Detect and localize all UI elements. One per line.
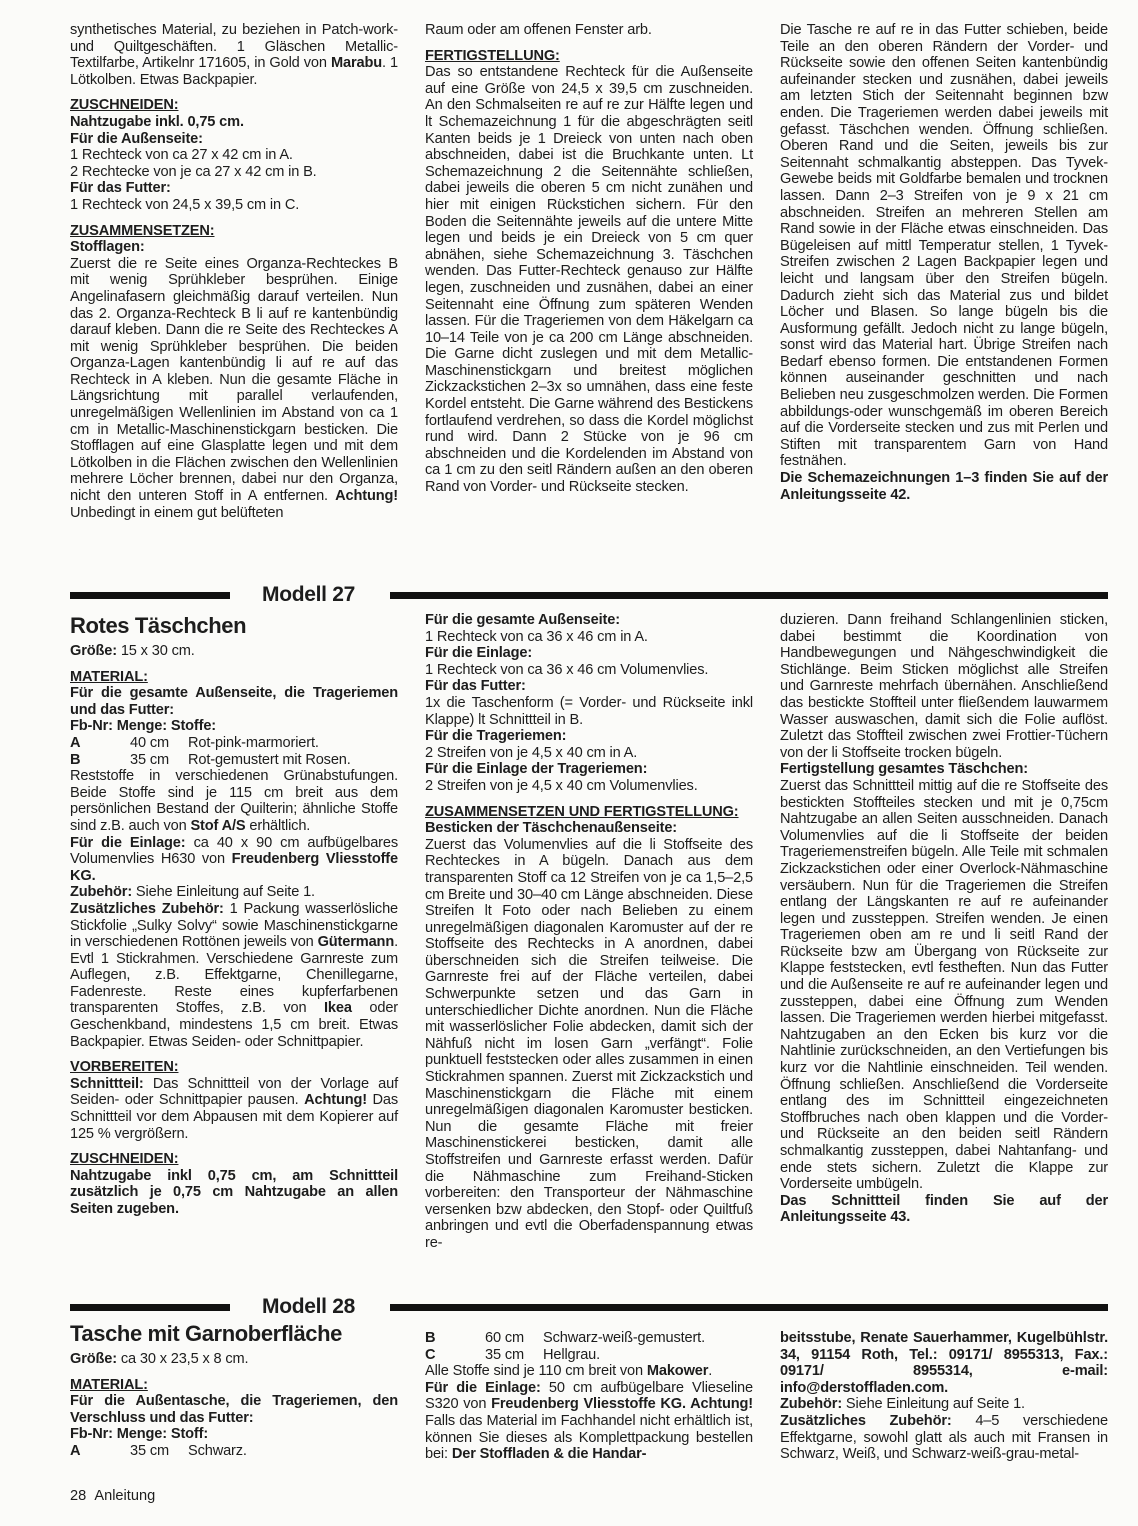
top-column-2: Raum oder am offenen Fenster arb. FERTIGSTELLUNG: Das so entstandene Rechteck für die Außenseite auf eine Größe von 24,5 x 39,5 cm zuschneiden. An den Schmalseiten re auf re zur Hälfte legen und lt Schemazeichnung 1 für die abgeschrägten seitl Kanten beids je 1 Dreieck von unten nach oben abschneiden, dabei ist die Bruchkante unten. Lt Schemazeichnung 2 die Seitennähte schließen, dabei jeweils die oberen 5 cm nicht zunähen und hier mit einigen Rückstichen sichern. Für den Boden die Seitennähte jeweils auf die untere Mitte legen und beids je ein Dreieck von 5 cm quer abnähen, siehe Schemazeichnung 3. Täschchen wenden. Das Futter-Rechteck genauso zur Hälfte legen, zuschneiden und zusnähen, dabei an einer Seitennaht eine Öffnung zum späteren Wenden lassen. Für die Trageriemen von dem Häkelgarn ca 10–14 Teile von je ca 200 cm Länge abschneiden. Die Garne dicht zuslegen und mit dem Metallic-Maschinenstickgarn und breitest möglichen Zickzackstichen 2–3x so umnähen, dass eine feste Kordel entsteht. Die Garne während des Bestickens fortlaufend verdrehen, so dass die Kordel möglichst rund wird. Dann 2 Stücke von je 96 cm abschneiden und die Kordelenden im Abstand von ca 1 cm zu den seitl Rändern außen an den oberen Rand von Vorder- und Rückseite stecken. — [425, 22, 753, 496]
model-28-column-1: Tasche mit Garnoberfläche Größe: ca 30 x 23,5 x 8 cm. MATERIAL: Für die Außentasche, die Trageriemen, den Verschluss und das Futter: Fb-Nr: Menge: Stoff: A 35 cm Schwarz. — [70, 1321, 398, 1459]
material-heading: MATERIAL: — [70, 668, 148, 685]
page-footer — [70, 1488, 155, 1504]
model-27-header — [70, 580, 1108, 610]
finish-continued-paragraph: Die Tasche re auf re in das Futter schieben, beide Teile an den oberen Rändern der Vorder- und Rückseite sowie den offenen Seiten kantenbündig aufeinander stecken und zusnähen, dabei jeweils am letzten Stich der Seitennaht beginnen bzw enden. Die Trageriemen werden dabei jeweils mit gefasst. Täschchen wenden. Öffnung schließen. Oberen Rand und die Seiten, jeweils bis zur Seitennaht schmalkantig absteppen. Das Tyvek-Gewebe beids mit Goldfarbe bemalen und trocknen lassen. Dann 2–3 Streifen von je 9 x 21 cm abschneiden. Streifen an mehreren Stellen am Rand sowie in der Fläche etwas einschneiden. Das Bügeleisen auf mittl Temperatur stellen, 1 Tyvek-Streifen zwischen 2 Lagen Backpapier legen und leicht und langsam über den Streifen bügeln. Dadurch zieht sich das Material zus und bildet Löcher und Blasen. So lange bügeln bis die Ausformung gefällt. Jedoch nicht zu lange bügeln, sonst wird das Material hart. Übrige Streifen nach Bedarf ebenso formen. Die entstandenen Formen können auseinander geschnitten und nach Belieben neu zusgeschmolzen werden. Die Formen abbildungs-oder wunschgemäß im oberen Bereich auf die Vorderseite stecken und zus mit Perlen und Stiften mit transparentem Garn von Hand festnähen. — [780, 22, 1108, 470]
model-27-column-1: Rotes Täschchen Größe: 15 x 30 cm. MATERIAL: Für die gesamte Außenseite, die Trageriemen und das Futter: Fb-Nr: Menge: Stoffe: A 40 cm Rot-pink-marmoriert. B 35 cm Rot-gemustert mit Rosen. Reststoffe in verschiedenen Grünabstufungen. Beide Stoffe sind je 115 cm breit aus dem persönlichen Bestand der Quilterin; ähnliche Stoffe sind z.B. auch von Stof A/S erhältlich. Für die Einlage: ca 40 x 90 cm aufbügelbares Volumenvlies H630 von Freudenberg Vliesstoffe KG. Zubehör: Siehe Einleitung auf Seite 1. Zusätzliches Zubehör: 1 Packung wasserlösliche Stickfolie „Sulky Solvy“ sowie Maschinenstickgarne in verschiedenen Rottönen jeweils von Gütermann. Evtl 1 Stickrahmen. Verschiedene Garnreste zum Auflegen, z.B. Effektgarne, Chenillegarne, Fadenreste. Reste eines kupferfarbenen transparenten Stoffes, z.B. von Ikea oder Geschenkband, mindestens 1,5 cm breit. Etwas Backpapier. Etwas Seiden- oder Schnittpapier. VORBEREITEN: Schnittteil: Das Schnittteil von der Vorlage auf Seiden- oder Schnittpapier pausen. Achtung! Das Schnittteil vor dem Abpausen mit dem Kopierer auf 125 % vergrößern. ZUSCHNEIDEN: Nahtzugabe inkl 0,75 cm, am Schnittteil zusätzlich je 0,75 cm Nahtzugabe an allen Seiten zugeben. — [70, 613, 399, 1217]
material-heading-28: MATERIAL: — [70, 1376, 148, 1393]
supplier-address: beitsstube, Renate Sauerhammer, Kugelbühlstr. 34, 91154 Roth, Tel.: 09171/ 8955313, Fax.: 09171/ 8955314, e-mail: info@derstoffladen.com. — [780, 1330, 1108, 1396]
model-28-label: Modell 28 — [262, 1295, 355, 1318]
fabric-row-a: A 40 cm Rot-pink-marmoriert. — [70, 734, 319, 751]
schema-reference: Die Schemazeichnungen 1–3 finden Sie auf der Anleitungsseite 42. — [780, 470, 1108, 503]
fabric-row-b: B 60 cm Schwarz-weiß-gemustert. — [425, 1330, 705, 1346]
fabric-row-a: A 35 cm Schwarz. — [70, 1442, 247, 1459]
divider-left — [70, 592, 230, 599]
finish-heading: FERTIGSTELLUNG: — [425, 47, 560, 64]
fabric-row-b: B 35 cm Rot-gemustert mit Rosen. — [70, 751, 351, 768]
model-27-column-3: duzieren. Dann freihand Schlangenlinien sticken, dabei bestimmt die Koordination von Handbewegungen und Nähgeschwindigkeit die Stichlänge. Beim Sticken möglichst alle Streifen und Garnreste mehrfach übernähen. Anschließend das bestickte Stoffteil unter fließendem lauwarmem Wasser auswaschen, damit sich die Folie auflöst. Zuletzt das Stoffteil zwischen zwei Frottier-Tüchern von der li Stoffseite trocken bügeln. Fertigstellung gesamtes Täschchen: Zuerst das Schnittteil mittig auf die re Stoffseite des bestickten Stoffteiles stecken und mit je 0,75cm Nahtzugabe an allen Seiten ausschneiden. Danach Volumenvlies auf die li Stoffseite der beiden Trageriemenstreifen bügeln. Alle Teile mit schmalen Zickzackstichen oder einer Overlock-Nähmaschine versäubern. Nun für die Trageriemen die Streifen entlang der Längskanten re auf re aufeinander legen und zussteppen. Streifen wenden. Je einen Trageriemen oben am re und li seitl Rand der Rückseite bzw am Übergang von Rückseite zur Klappe feststecken, evtl festheften. Nun das Futter und die Außenseite re auf re aufeinander legen und zussteppen, dabei eine Öffnung zum Wenden lassen. Die Trageriemen werden hierbei mitgefasst. Nahtzugaben an den Ecken bis kurz vor die Nahtlinie zurückschneiden, an den Vertiefungen bis kurz vor die Nahtlinie einschneiden. Teil wenden. Öffnung schließen. Anschließend die Vorderseite entlang des im Schnittteil eingezeichneten Stoffbruches nach oben klappen und die Vorder- und Rückseite an den beiden seitl Rändern schmalkantig zussteppen, dabei Nahtanfang- und ende stets sichern. Zuletzt die Klappe zur Vorderseite umbügeln. Das Schnittteil finden Sie auf der Anleitungsseite 43. — [780, 612, 1108, 1226]
cut-heading-27: ZUSCHNEIDEN: — [70, 1151, 179, 1168]
page-number: 28 — [70, 1488, 87, 1504]
model-27-label: Modell 27 — [262, 583, 355, 606]
cut-heading: ZUSCHNEIDEN: — [70, 97, 179, 114]
divider-right — [390, 592, 1108, 599]
divider-left — [70, 1304, 230, 1311]
fabric-row-c: C 35 cm Hellgrau. — [425, 1346, 601, 1363]
model-28-title: Tasche mit Garnoberfläche — [70, 1321, 343, 1346]
top-column-1: synthetisches Material, zu beziehen in Patch-work- und Quiltgeschäften. 1 Gläschen Metallic-Textilfarbe, Artikelnr 171605, in Gold von Marabu. 1 Lötkolben. Etwas Backpapier. ZUSCHNEIDEN: Nahtzugabe inkl. 0,75 cm. Für die Außenseite: 1 Rechteck von ca 27 x 42 cm in A. 2 Rechtecke von je ca 27 x 42 cm in B. Für das Futter: 1 Rechteck von 24,5 x 39,5 cm in C. ZUSAMMENSETZEN: Stofflagen: Zuerst die re Seite eines Organza-Rechteckes B mit wenig Sprühkleber besprühen. Einige Angelinafasern gleichmäßig darauf verteilen. Nun das 2. Organza-Rechteck B li auf re kantenbündig darauf kleben. Dann die re Seite des Rechteckes A mit wenig Sprühkleber besprühen. Die beiden Organza-Lagen kantenbündig li auf re auf das Rechteck in A kleben. Nun die gesamte Fläche in Längsrichtung mit parallel verlaufenden, unregelmäßigen Wellenlinien im Abstand von ca 1 cm in Metallic-Maschinenstickgarn besticken. Die Stofflagen auf eine Glasplatte legen und mit dem Lötkolben in die Flächen zwischen den Wellenlinien mehrere Löcher brennen, dabei nur den Organza, nicht den unteren Stoff in A entfernen. Achtung! Unbedingt in einem gut belüfteten — [70, 22, 399, 521]
model-28-header — [70, 1292, 1108, 1322]
assemble-finish-heading: ZUSAMMENSETZEN UND FERTIGSTELLUNG: — [425, 803, 739, 820]
model-27-title: Rotes Täschchen — [70, 613, 247, 638]
intro-paragraph: synthetisches Material, zu beziehen in Patch-work- und Quiltgeschäften. 1 Gläschen Metallic-Textilfarbe, Artikelnr 171605, in Gold von Marabu. 1 Lötkolben. Etwas Backpapier. — [70, 22, 398, 88]
pattern-reference: Das Schnittteil finden Sie auf der Anleitungsseite 43. — [780, 1192, 1108, 1226]
assemble-heading: ZUSAMMENSETZEN: — [70, 222, 215, 239]
model-27-column-2: Für die gesamte Außenseite: 1 Rechteck von ca 36 x 46 cm in A. Für die Einlage: 1 Rechteck von ca 36 x 46 cm Volumenvlies. Für das Futter: 1x die Taschenform (= Vorder- und Rückseite inkl Klappe) lt Schnittteil in B. Für die Trageriemen: 2 Streifen von je 4,5 x 40 cm in A. Für die Einlage der Trageriemen: 2 Streifen von je 4,5 x 40 cm Volumenvlies. ZUSAMMENSETZEN UND FERTIGSTELLUNG: Besticken der Täschchenaußenseite: Zuerst das Volumenvlies auf die li Stoffseite des Rechteckes in A bügeln. Danach aus dem transparenten Stoff ca 12 Streifen von je ca 1,5–2,5 cm Breite und 30–40 cm Länge abschneiden. Diese Streifen lt Foto oder nach Belieben zu einem unregelmäßigen diagonalen Karomuster auf der re Stoffseite des Rechtecks in A anordnen, dabei überschneiden sich die Streifen teilweise. Die Garnreste frei auf der Fläche verteilen, dabei Schwerpunkte setzen und das Garn in unterschiedlicher Dichte anordnen. Nun die Fläche mit wasserlöslicher Folie abdecken, damit sich der Nähfuß nicht im losen Garn „verfängt“. Folie punktuell feststecken oder alles zusammen in einen Stickrahmen spannen. Zuerst mit Zickzackstich und Maschinenstickgarn die Fläche mit einem unregelmäßigen diagonalen Karomuster besticken. Nun die gesamte Fläche mit freier Maschinenstickerei besticken, damit alle Stoffstreifen und Garnreste erfasst werden. Dafür die Nähmaschine zum Freihand-Sticken vorbereiten: den Transporteur der Nähmaschine versenken bzw abdecken, den Stopf- oder Quiltfuß anbringen und evtl die Oberfadenspannung etwas re- — [425, 612, 754, 1251]
embroidery-paragraph: Zuerst das Volumenvlies auf die li Stoffseite des Rechteckes in A bügeln. Danach aus dem transparenten Stoff ca 12 Streifen von je ca 1,5–2,5 cm Breite und 30–40 cm Länge abschneiden. Diese Streifen lt Foto oder nach Belieben zu einem unregelmäßigen diagonalen Karomuster auf der re Stoffseite des Rechtecks in A anordnen, dabei überschneiden sich die Streifen teilweise. Die Garnreste frei auf der Fläche verteilen, dabei Schwerpunkte setzen und das Garn in unterschiedlicher Dichte anordnen. Nun die Fläche mit wasserlöslicher Folie abdecken, damit sich der Nähfuß nicht im losen Garn „verfängt“. Folie punktuell feststecken oder alles zusammen in einen Stickrahmen spannen. Zuerst mit Zickzackstich und Maschinenstickgarn die Fläche mit einem unregelmäßigen diagonalen Karomuster besticken. Nun die gesamte Fläche mit freier Maschinenstickerei besticken, damit alle Stoffstreifen und Garnreste erfasst werden. Dafür die Nähmaschine zum Freihand-Sticken vorbereiten: den Transporteur der Nähmaschine versenken bzw abdecken, den Stopf- oder Quiltfuß anbringen und evtl die Oberfadenspannung etwas re- — [425, 836, 754, 1251]
divider-right — [390, 1304, 1108, 1311]
prepare-heading: VORBEREITEN: — [70, 1059, 179, 1076]
finish-paragraph: Das so entstandene Rechteck für die Außenseite auf eine Größe von 24,5 x 39,5 cm zuschneiden. An den Schmalseiten re auf re zur Hälfte legen und lt Schemazeichnung 1 für die abgeschrägten seitl Kanten beids je 1 Dreieck von unten nach oben abschneiden, dabei ist die Bruchkante unten. Lt Schemazeichnung 2 die Seitennähte schließen, dabei jeweils die oberen 5 cm nicht zunähen und hier mit einigen Rückstichen sichern. Für den Boden die Seitennähte jeweils auf die untere Mitte legen und beids je ein Dreieck von 5 cm quer abnähen, siehe Schemazeichnung 3. Täschchen wenden. Das Futter-Rechteck genauso zur Hälfte legen, zuschneiden und zusnähen, dabei an einer Seitennaht eine Öffnung zum späteren Wenden lassen. Für die Trageriemen von dem Häkelgarn ca 10–14 Teile von je ca 200 cm Länge abschneiden. Die Garne dicht zuslegen und mit dem Metallic-Maschinenstickgarn und breitest möglichen Zickzackstichen 2–3x so umnähen, dass eine feste Kordel entsteht. Die Garne während des Bestickens fortlaufend verdrehen, so dass die Kordel möglichst rund wird. Dann 2 Stücke von je 96 cm abschneiden und die Kordelenden im Abstand von ca 1 cm zu den seitl Rändern außen an den oberen Rand von Vorder- und Rückseite stecken. — [425, 64, 753, 496]
model-28-column-3: beitsstube, Renate Sauerhammer, Kugelbühlstr. 34, 91154 Roth, Tel.: 09171/ 8955313, Fax.: 09171/ 8955314, e-mail: info@derstoffladen.com. Zubehör: Siehe Einleitung auf Seite 1. Zusätzliches Zubehör: 4–5 verschiedene Effektgarne, sowohl glatt als auch mit Fransen in Schwarz, Weiß, und Schwarz-weiß-grau-metal- — [780, 1330, 1108, 1463]
footer-label: Anleitung — [94, 1488, 156, 1504]
model-28-column-2: B 60 cm Schwarz-weiß-gemustert. C 35 cm Hellgrau. Alle Stoffe sind je 110 cm breit von Makower. Für die Einlage: 50 cm aufbügelbare Vlieseline S320 von Freudenberg Vliesstoffe KG. Achtung! Falls das Material im Fachhandel nicht erhältlich ist, können Sie dieses als Komplettpackung bestellen bei: Der Stoffladen & die Handar- — [425, 1330, 753, 1463]
assemble-paragraph: Zuerst die re Seite eines Organza-Rechteckes B mit wenig Sprühkleber besprühen. Einige Angelinafasern gleichmäßig darauf verteilen. Nun das 2. Organza-Rechteck B li auf re kantenbündig darauf kleben. Dann die re Seite des Rechteckes A mit wenig Sprühkleber besprühen. Die beiden Organza-Lagen kantenbündig li auf re auf das Rechteck in A kleben. Nun die gesamte Fläche in Längsrichtung mit parallel verlaufenden, unregelmäßigen Wellenlinien im Abstand von ca 1 cm in Metallic-Maschinenstickgarn besticken. Die Stofflagen auf eine Glasplatte legen und mit dem Lötkolben in die Flächen zwischen den Wellenlinien mehrere Löcher brennen, dabei nur den Organza, nicht den unteren Stoff in A entfernen. Achtung! Unbedingt in einem gut belüfteten — [70, 255, 399, 521]
top-column-3 — [780, 22, 1108, 562]
